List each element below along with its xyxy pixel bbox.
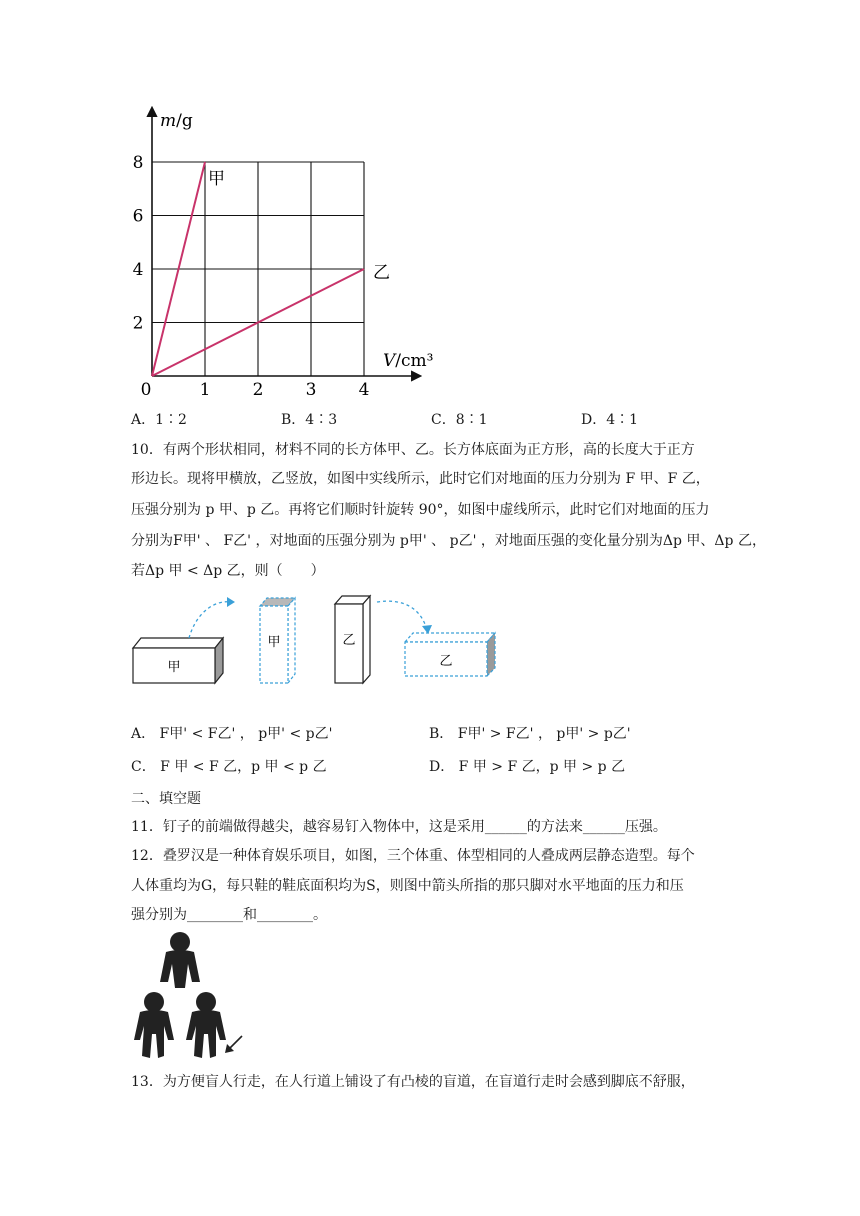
q9-option-d: D．4∶1 [581,412,639,428]
y-tick-label: 8 [132,153,144,173]
svg-text:甲: 甲 [267,635,281,650]
rotate-arrow-jia [189,602,230,638]
q10-option-a: A． F甲' < F乙' ， p甲' < p乙' [131,726,333,742]
q10-option-d: D． F 甲 > F 乙，p 甲 > p 乙 [429,759,626,775]
x-tick-label: 2 [252,380,264,400]
svg-text:甲: 甲 [167,660,181,675]
y-tick-label: 2 [132,313,144,334]
q12-line-3: 强分别为________和________。 [131,907,327,923]
q10-blocks-figure [125,588,515,688]
block-jia-lying [133,638,223,683]
q10-option-c: C． F 甲 < F 乙，p 甲 < p 乙 [131,759,327,775]
x-tick-label: 4 [358,380,370,400]
rotate-arrow-yi [377,601,427,630]
graph-grid [152,162,364,376]
x-tick-label: 3 [305,380,317,400]
line-yi-label: 乙 [373,263,390,283]
y-tick-label: 6 [132,206,144,227]
block-jia-standing [260,598,295,683]
svg-text:乙: 乙 [342,633,356,648]
q13-line-1: 13．为方便盲人行走，在人行道上铺设了有凸棱的盲道，在盲道行走时会感到脚底不舒服， [131,1074,695,1090]
x-tick-label: 1 [199,380,211,400]
q12-line-2: 人体重均为G，每只鞋的鞋底面积均为S，则图中箭头所指的那只脚对水平地面的压力和压 [131,878,684,894]
mass-volume-graph [130,100,450,400]
q9-option-a: A．1∶2 [131,412,187,428]
q10-line-2: 形边长。现将甲横放，乙竖放，如图中实线所示，此时它们对地面的压力分别为 F 甲、F 乙， [131,471,710,487]
svg-text:乙: 乙 [439,654,453,669]
block-yi-standing [335,596,370,683]
line-jia-label: 甲 [208,169,225,189]
q10-option-b: B． F甲' > F乙' ， p甲' > p乙' [429,726,631,742]
y-tick-label: 4 [132,260,144,280]
q10-line-5: 若Δp 甲 < Δp 乙，则（ ） [131,563,325,579]
section-title: 二、填空题 [131,791,201,807]
q10-line-4: 分别为F甲' 、 F乙' ，对地面的压强分别为 p甲' 、 p乙' ，对地面压强的变化量分别为Δp 甲、Δp 乙， [131,533,766,549]
q11-text: 11．钉子的前端做得越尖，越容易钉入物体中，这是采用______的方法来______压强。 [131,819,667,835]
y-axis-label: m/g [160,111,193,131]
q10-line-1: 10．有两个形状相同，材料不同的长方体甲、乙。长方体底面为正方形，高的长度大于正方 [131,442,695,458]
q12-line-1: 12．叠罗汉是一种体育娱乐项目，如图，三个体重、体型相同的人叠成两层静态造型。每个 [131,848,695,864]
q9-option-b: B．4∶3 [281,412,338,428]
q10-line-3: 压强分别为 p 甲、p 乙。再将它们顺时针旋转 90°，如图中虚线所示，此时它们对地面的压力 [131,502,710,518]
block-yi-lying [405,633,495,676]
human-pyramid-figure [130,930,250,1062]
x-axis-label: V/cm³ [383,351,434,371]
q9-option-c: C．8∶1 [431,412,488,428]
origin-label: 0 [140,380,152,400]
